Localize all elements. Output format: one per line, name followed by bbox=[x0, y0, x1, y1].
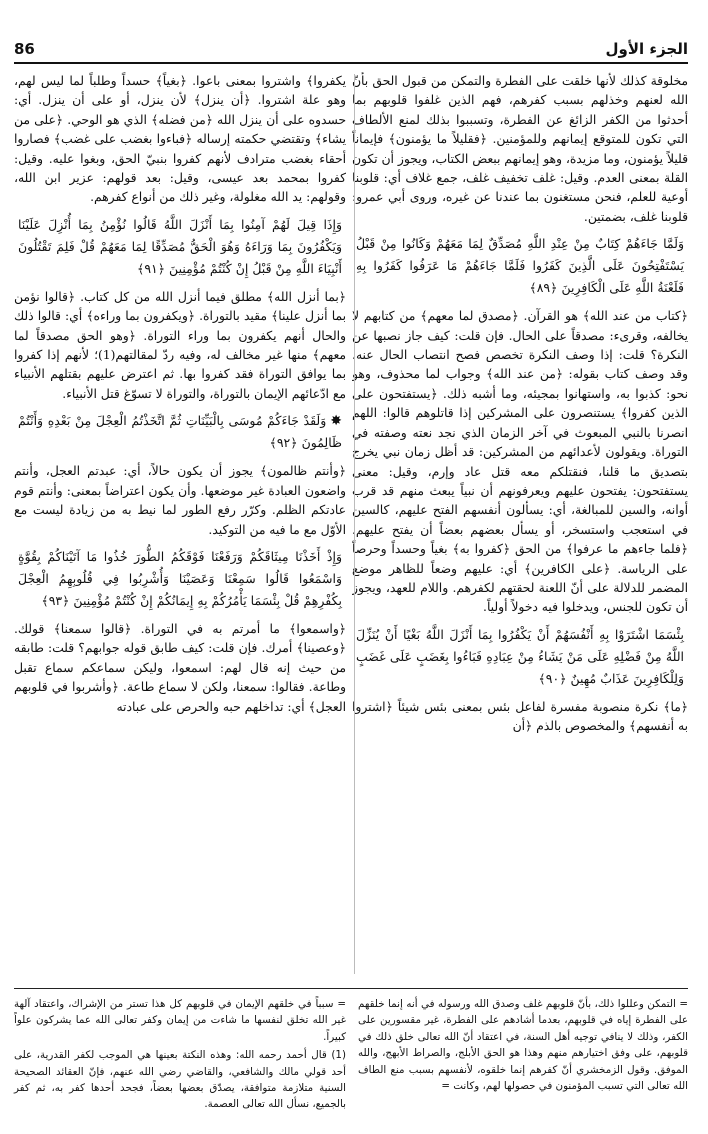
block-text: وَلَمَّا جَاءَهُمْ كِتَابٌ مِنْ عِنْدِ اللَّهِ مُصَدِّقٌ لِمَا مَعَهُمْ وَكَانُوا مِنْ قَبْلُ يَسْتَفْتِحُونَ عَلَى الَّذِينَ كَفَرُوا فَلَمَّا جَاءَهُمْ مَا عَرَفُوا كَفَرُوا بِهِ فَلَعْنَةُ اللَّهِ عَلَى الْكَافِرِينَ ﴿٨٩﴾ bbox=[356, 236, 684, 296]
block-text: ﴿بما أنزل الله﴾ مطلق فيما أنزل الله من كل كتاب. ﴿قالوا نؤمن بما أنزل علينا﴾ مقيد بالتوراة. ﴿ويكفرون بما وراءه﴾ أي: قالوا ذلك والحال أنهم يكفرون بما وراء التوراة. ﴿وهو الحق مصدقاً لما معهم﴾ منها غير مخالف له، وفيه ردّ لمقالتهم(1)؛ لأنهم إذا كفروا بما يوافق التوراة فقد كفروا بها. ثم اعترض عليهم بقتلهم الأنبياء مع ادّعائهم الإيمان بالتوراة، والتوراة لا تسوّغ قتل الأنبياء. bbox=[14, 289, 346, 401]
quran-verse bbox=[18, 410, 342, 454]
block-text: وَإِذْ أَخَذْنَا مِيثَاقَكُمْ وَرَفَعْنَا فَوْقَكُمُ الطُّورَ خُذُوا مَا آتَيْنَاكُمْ بِقُوَّةٍ وَاسْمَعُوا قَالُوا سَمِعْنَا وَعَصَيْنَا وَأُشْرِبُوا فِي قُلُوبِهِمُ الْعِجْلَ بِكُفْرِهِمْ قُلْ بِئْسَمَا يَأْمُرُكُمْ بِهِ إِيمَانُكُمْ إِنْ كُنْتُمْ مُؤْمِنِينَ ﴿٩٣﴾ bbox=[18, 548, 342, 608]
block-text: مخلوقة كذلك لأنها خلقت على الفطرة والتمكن من قبول الحق بأنّ الله لعنهم وخذلهم بسبب كفرهم، فهم الذين غلفوا قلوبهم بما أحدثوا من الكفر الزائغ عن الفطرة، وتسببوا بذلك لمنع الألطاف التي تكون للمتوقع إيمانهم وللمؤمنين. ﴿فقليلاً ما يؤمنون﴾ فإيماناً قليلاً يؤمنون، وما مزيدة، وهو إيمانهم ببعض الكتاب، ويجوز أن تكون القلة بمعنى العدم. وقيل: غلف تخفيف غلف، جمع غلاف أي: قلوبنا أوعية للعلم، فنحن مستغنون بما عندنا عن غيره، وروى أبي عمرو: قلوبنا غلف، بضمتين. bbox=[352, 74, 688, 224]
quran-verse bbox=[18, 546, 342, 612]
commentary-paragraph bbox=[352, 698, 688, 737]
quran-verse bbox=[18, 214, 342, 280]
block-text: ﴿كتاب من عند الله﴾ هو القرآن. ﴿مصدق لما معهم﴾ من كتابهم لا يخالفه، وقرىء: مصدقاً على الحال. فإن قلت: كيف جاز نصبها عن النكرة؟ قلت: إذا وصف النكرة تخصص فصح انتصاب الحال عنه، وقد وصف كتاب بقوله: ﴿من عند الله﴾ وجواب لما محذوف، وهو نحو: كذبوا به، واستهانوا بمجيئه، وما أشبه ذلك. ﴿يستفتحون على الذين كفروا﴾ يستنصرون على المشركين إذا قاتلوهم قالوا: اللهم انصرنا بالنبي المبعوث في آخر الزمان الذي نجد نعته وصفته في التوراة. ويقولون لأعدائهم من المشركين: قد أظل زمان نبي يخرج بتصديق ما قلنا، فنقتلكم معه قتل عاد وإرم، وقيل: معنى يستفتحون: يفتحون عليهم ويعرفونهم أن نبياً يبعث منهم قد قرب أوانه، والسين للمبالغة، أي: يسألون أنفسهم الفتح عليهم، كالسين في استعجب واستسخر، أو يسأل بعضهم بعضاً أن يفتح عليهم. ﴿فلما جاءهم ما عرفوا﴾ من الحق ﴿كفروا به﴾ بغياً وحسداً وحرصاً على الرياسة. ﴿على الكافرين﴾ أي: عليهم وضعاً للظاهر موضع المضمر للدلالة على أنّ اللعنة لحقتهم لكفرهم. واللام للعهد، ويجوز أن تكون للجنس، ويدخلوا فيه دخولاً أولياً. bbox=[352, 309, 688, 615]
footnotes-left bbox=[14, 996, 346, 1115]
commentary-paragraph bbox=[352, 307, 688, 618]
quran-verse bbox=[356, 233, 684, 299]
footnotes-right bbox=[358, 996, 688, 1096]
block-text: وَلَقَدْ جَاءَكُمْ مُوسَى بِالْبَيِّنَاتِ ثُمَّ اتَّخَذْتُمُ الْعِجْلَ مِنْ بَعْدِهِ وَأَنْتُمْ ظَالِمُونَ ﴿٩٢﴾ bbox=[18, 413, 342, 451]
footnote: = التمكن وعللوا ذلك، بأنّ قلوبهم غلف وصدق الله ورسوله في أنه إنما خلقهم على الفطرة إياه في قلوبهم، بعدما أشادهم على الفطرة، غير مقسورين على الكفر، وذلك لا ينافي توجيه أهل السنة، في اعتقاد أنّ الله تعالى خلق ذلك في قلوبهم، على وفق اختيارهم منهم وهذا هو الحق الأبلج، والصراط الأبهج، والله الموفق. وقول الزمخشري أنّ كفرهم إنما خلقوه، لأنفسهم بسبب منع الطاف الله تعالى التي تسبب المؤمنون في حصولها لهم، وكانت = bbox=[358, 998, 688, 1093]
block-text: ﴿واسمعوا﴾ ما أمرتم به في التوراة. ﴿قالوا سمعنا﴾ قولك. ﴿وعصينا﴾ أمرك. فإن قلت: كيف طابق قوله جوابهم؟ قلت: طابقه من حيث إنه قال لهم: اسمعوا، وليكن سماعكم سماع تقبل وطاعة. فقالوا: سمعنا، ولكن لا سماع طاعة. ﴿وأشربوا في قلوبهم العجل﴾ أي: تداخلهم حبه والحرص على عبادته bbox=[14, 621, 346, 714]
running-title: الجزء الأول bbox=[605, 40, 688, 58]
star-ornament-icon: ✸ bbox=[330, 413, 342, 430]
right-column bbox=[352, 72, 688, 977]
footnote: (1) قال أحمد رحمه الله: وهذه النكتة بعينها هي الموجب لكفر القدرية، على أحد قولي مالك والشافعي، والقاضي رضي الله عنهم، فإنّ العقائد الصحيحة السنية متلازمة متوافقة، يصدّق بعضها بعضاً، فجحد أحدها كفر به، ثم كفر بالجميع، نسأل الله تعالى العصمة. bbox=[14, 1049, 346, 1111]
footnote: = سبباً في خلقهم الإيمان في قلوبهم كل هذا تستر من الإشراك، واعتقاد آلهة غير الله تخلق لنفسها ما شاءت من إيمان وكفر تعالى الله عما يشركون علواً كبيراً. bbox=[14, 998, 346, 1043]
commentary-paragraph bbox=[14, 72, 346, 208]
commentary-paragraph bbox=[14, 462, 346, 540]
block-text: ﴿وأنتم ظالمون﴾ يجوز أن يكون حالاً، أي: عبدتم العجل، وأنتم واضعون العبادة غير موضعها. وأن يكون اعتراضاً بمعنى: وأنتم قوم عادتكم الظلم. وكرّر رفع الطور لما نيط به من زيادة ليست مع الأوّل مع ما فيه من التوكيد. bbox=[14, 464, 346, 537]
commentary-paragraph bbox=[14, 288, 346, 404]
block-text: يكفروا﴾ واشتروا بمعنى باعوا. ﴿بغياً﴾ حسداً وطلباً لما ليس لهم، وهو علة اشتروا. ﴿أن ينزل﴾ لأن ينزل، أو على أن ينزل. أي: حسدوه على أن ينزل الله ﴿من فضله﴾ الذي هو الوحي. ﴿على من يشاء﴾ وتقتضي حكمته إرساله ﴿فباءوا بغضب على غضب﴾ فصاروا أحقاء بغضب مترادف لأنهم كفروا بنبيّ الحق، وبغوا عليه. وقيل: كفروا بمحمد بعد عيسى، وقيل: بعد قولهم: عزير ابن الله، وقولهم: يد الله مغلولة، وغير ذلك من أنواع كفرهم. bbox=[14, 74, 346, 205]
commentary-paragraph bbox=[352, 72, 688, 227]
commentary-paragraph bbox=[14, 620, 346, 717]
header-rule bbox=[14, 62, 688, 64]
block-text: وَإِذَا قِيلَ لَهُمْ آمِنُوا بِمَا أَنْزَلَ اللَّهُ قَالُوا نُؤْمِنُ بِمَا أُنْزِلَ عَلَيْنَا وَيَكْفُرُونَ بِمَا وَرَاءَهُ وَهُوَ الْحَقُّ مُصَدِّقًا لِمَا مَعَهُمْ قُلْ فَلِمَ تَقْتُلُونَ أَنْبِيَاءَ اللَّهِ مِنْ قَبْلُ إِنْ كُنْتُمْ مُؤْمِنِينَ ﴿٩١﴾ bbox=[18, 216, 342, 276]
block-text: ﴿ما﴾ نكرة منصوبة مفسرة لفاعل بئس بمعنى بئس شيئاً ﴿اشتروا به أنفسهم﴾ والمخصوص بالذم ﴿أن bbox=[352, 699, 688, 734]
column-divider bbox=[354, 74, 355, 974]
left-column bbox=[14, 72, 346, 977]
footnote-rule bbox=[14, 988, 688, 989]
page-number: 86 bbox=[14, 40, 35, 58]
quran-verse bbox=[356, 624, 684, 690]
page-header bbox=[14, 40, 688, 66]
block-text: بِئْسَمَا اشْتَرَوْا بِهِ أَنْفُسَهُمْ أَنْ يَكْفُرُوا بِمَا أَنْزَلَ اللَّهُ بَغْيًا أَنْ يُنَزِّلَ اللَّهُ مِنْ فَضْلِهِ عَلَى مَنْ يَشَاءُ مِنْ عِبَادِهِ فَبَاءُوا بِغَضَبٍ عَلَى غَضَبٍ وَلِلْكَافِرِينَ عَذَابٌ مُهِينٌ ﴿٩٠﴾ bbox=[356, 626, 684, 686]
